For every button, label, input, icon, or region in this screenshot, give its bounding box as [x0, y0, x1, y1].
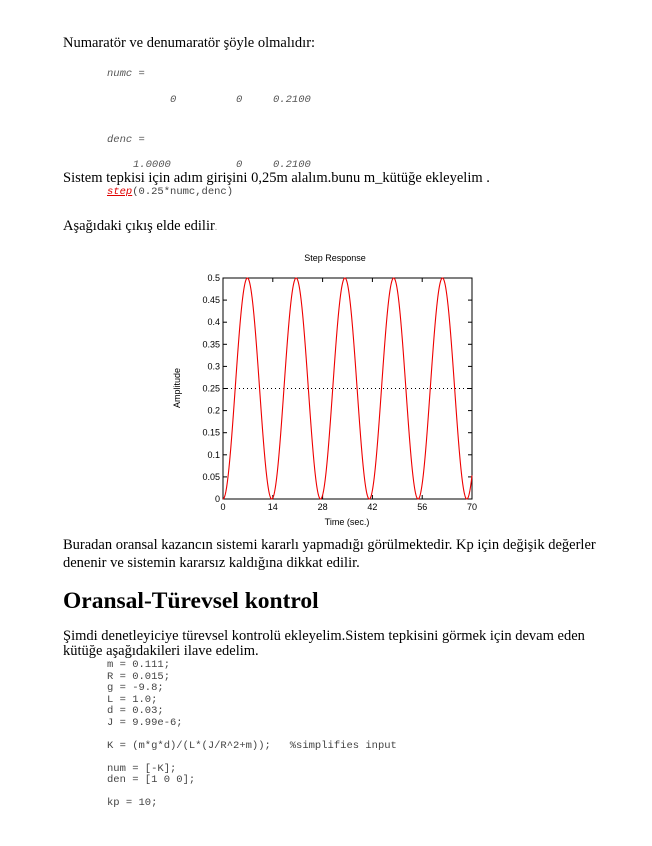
chart-title: Step Response — [304, 253, 366, 263]
output-text: Aşağıdaki çıkış elde edilir — [63, 218, 215, 234]
y-tick-label: 0 — [214, 494, 220, 504]
x-tick-label: 70 — [466, 502, 478, 512]
denc-value-1: 1.0000 — [133, 159, 171, 171]
step-function-link[interactable]: step — [107, 186, 133, 198]
denc-value-3: 0.2100 — [273, 159, 311, 171]
intro-paragraph: Numaratör ve denumaratör şöyle olmalıdır: — [63, 35, 316, 51]
code-line: den = [1 0 0]; — [107, 774, 196, 786]
code-line: J = 9.99e-6; — [107, 716, 183, 729]
code-line: L = 1.0; — [107, 693, 158, 706]
step-paragraph: Sistem tepkisi için adım girişini 0,25m alalım.bunu m_kütüğe ekleyelim . — [63, 170, 490, 186]
x-tick-label: 42 — [367, 502, 378, 512]
denc-value-2: 0 — [236, 159, 243, 171]
chart-ylabel: Amplitude — [172, 367, 182, 409]
output-text-dot: . — [214, 222, 218, 232]
step-response-chart — [0, 245, 652, 545]
code-line: R = 0.015; — [107, 670, 171, 683]
y-tick-label: 0.3 — [207, 361, 220, 372]
code-line: d = 0.03; — [107, 705, 164, 717]
step-command-args: (0.25*numc,denc) — [132, 186, 234, 198]
code-line: kp = 10; — [107, 797, 158, 809]
y-tick-label: 0.35 — [202, 339, 220, 350]
numc-value-1: 0 — [170, 94, 177, 106]
section-intro-line-2: kütüğe aşağıdakileri ilave edelim. — [63, 643, 259, 659]
conclusion-line-1: Buradan oransal kazancın sistemi kararlı yapmadığı görülmektedir. Kp için değişik değerler — [63, 537, 596, 553]
numc-value-2: 0 — [236, 94, 243, 106]
numc-label: numc = — [107, 68, 145, 80]
y-tick-label: 0.25 — [202, 383, 220, 394]
y-tick-label: 0.4 — [207, 317, 220, 328]
y-tick-label: 0.45 — [202, 295, 220, 306]
numc-value-3: 0.2100 — [273, 94, 311, 106]
section-heading: Oransal-Türevsel kontrol — [63, 588, 319, 614]
code-line: num = [-K]; — [107, 762, 177, 775]
x-tick-label: 28 — [317, 502, 328, 512]
conclusion-line-2: denenir ve sistemin kararsız kaldığına dikkat edilir. — [63, 555, 360, 571]
y-tick-label: 0.15 — [202, 427, 220, 438]
chart-plot-area — [202, 273, 477, 512]
code-line: K = (m*g*d)/(L*(J/R^2+m)); %simplifies input — [107, 739, 397, 752]
output-paragraph — [63, 218, 217, 235]
denc-label: denc = — [107, 134, 145, 146]
chart-xlabel: Time (sec.) — [324, 517, 370, 527]
x-tick-label: 14 — [267, 502, 278, 512]
code-line: m = 0.111; — [107, 659, 171, 671]
y-tick-label: 0.05 — [202, 471, 220, 482]
step-command — [107, 186, 233, 198]
x-tick-label: 56 — [417, 502, 428, 512]
x-tick-label: 0 — [220, 502, 226, 512]
y-tick-label: 0.1 — [207, 449, 220, 460]
section-intro-line-1: Şimdi denetleyiciye türevsel kontrolü ekleyelim.Sistem tepkisini görmek için devam eden — [63, 628, 585, 644]
code-line: g = -9.8; — [107, 682, 164, 694]
y-tick-label: 0.2 — [207, 405, 220, 416]
y-tick-label: 0.5 — [207, 273, 220, 283]
